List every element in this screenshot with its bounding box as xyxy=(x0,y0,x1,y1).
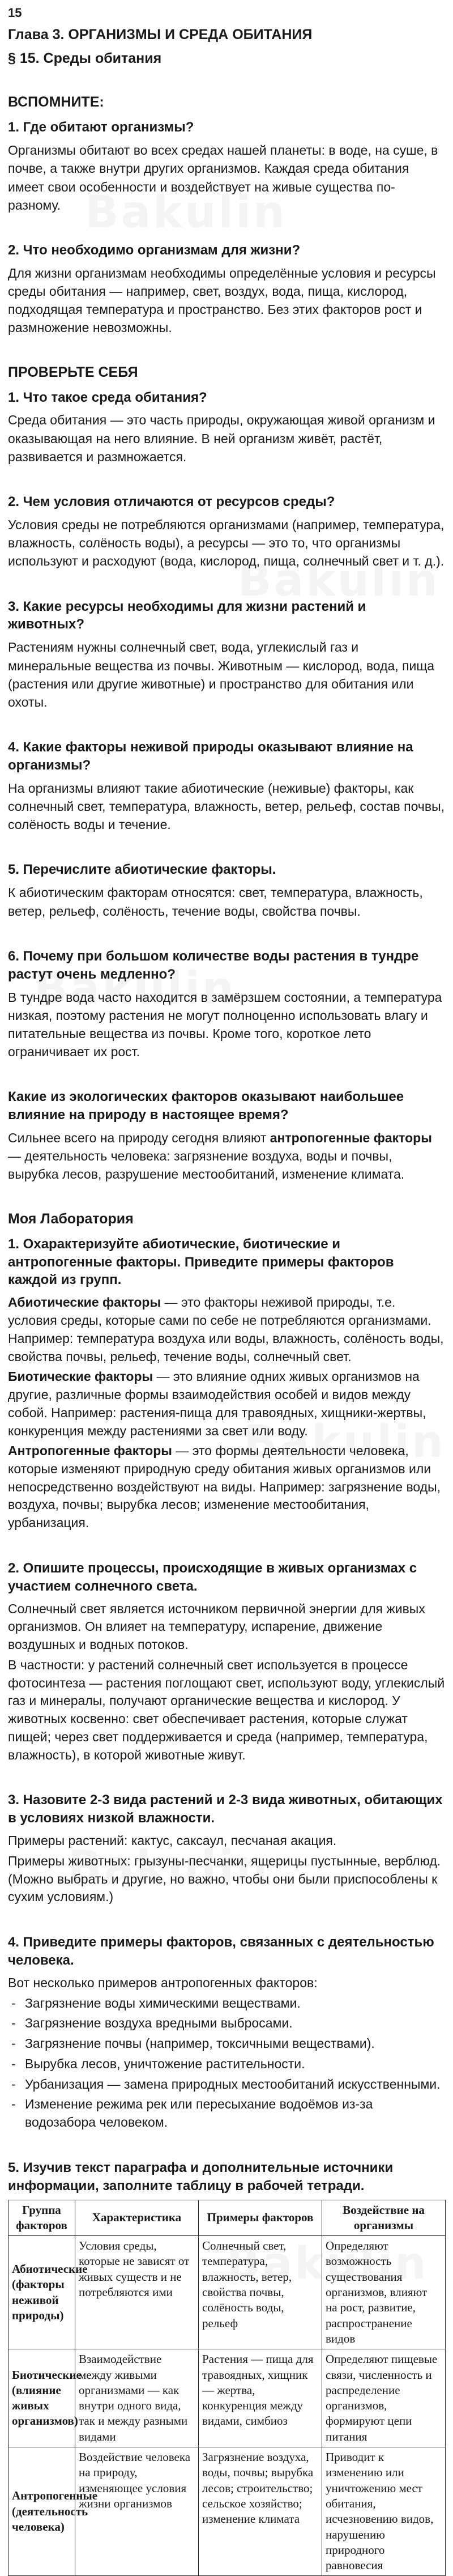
check-heading: ПРОВЕРЬТЕ СЕБЯ xyxy=(8,364,138,380)
question: Какие из экологических факторов оказывают наибольшее влияние на природу в настоящее время? xyxy=(8,1089,404,1123)
list-item: - Загрязнение воздуха вредными выбросами. xyxy=(8,2014,445,2033)
factor-text: — это формы деятельности человека, которые изменяют природную среду обитания живых организмов или непосредственно воздействуют на виды. Например: загрязнение воды, воздуха, почвы; вырубка лесов; изменение местообитания, урбанизация. xyxy=(8,1443,441,1531)
question: 6. Почему при большом количестве воды растения в тундре растут очень медленно? xyxy=(8,948,419,982)
answer: Условия среды не потребляются организмами (например, температура, влажность, солёность воды), а ресурсы — это то, что организмы используют и расходуют (вода, кислород, пища, солнечный свет и т. д.). xyxy=(8,517,445,569)
table-cell: Антропогенные (деятельность человека) xyxy=(8,2447,75,2576)
question: 1. Где обитают организмы? xyxy=(8,120,194,135)
task-answer xyxy=(8,1832,445,1906)
chapter-title: Глава 3. ОРГАНИЗМЫ И СРЕДА ОБИТАНИЯ xyxy=(8,27,313,42)
table-row xyxy=(8,2349,446,2447)
paragraph-title: § 15. Среды обитания xyxy=(8,50,162,67)
table-cell: Биотические (влияние живых организмов) xyxy=(8,2349,75,2447)
table-cell: Абиотические (факторы неживой природы) xyxy=(8,2236,75,2349)
answer-paragraph: В частности: у растений солнечный свет используется в процессе фотосинтеза — растения поглощают свет, используют воду, углекислый газ и минералы, получают органические вещества и кислород. У животных косвенно: свет обеспечивает растения, которые служат пищей; через свет поддерживается и среда (например, температура, влажность), в которой животные живут. xyxy=(8,1657,445,1762)
task-question: 3. Назовите 2-3 вида растений и 2-3 вида животных, обитающих в условиях низкой влажности. xyxy=(8,1792,443,1826)
list-item: - Изменение режима рек или пересыхание водоёмов из-за водозабора человеком. xyxy=(8,2095,445,2131)
answer-paragraph: Примеры растений: кактус, саксаул, песчаная акация. xyxy=(8,1833,337,1848)
answer: К абиотическим факторам относятся: свет, температура, влажность, ветер, рельеф, солёность, течение воды, свойства почвы. xyxy=(8,885,423,919)
table-row xyxy=(8,2447,446,2576)
task-answer xyxy=(8,1294,445,1532)
answer xyxy=(8,1129,445,1184)
page-number: 15 xyxy=(8,6,22,20)
question: 3. Какие ресурсы необходимы для жизни растений и животных? xyxy=(8,598,366,632)
examples-list xyxy=(8,1995,445,2132)
table-cell: Условия среды, которые не зависят от живых существ и не потребляются ими xyxy=(75,2236,199,2349)
table-row xyxy=(8,2236,446,2349)
answer: На организмы влияют такие абиотические (неживые) факторы, как солнечный свет, температура, влажность, ветер, рельеф, состав почвы, солёность воды и течение. xyxy=(8,780,445,832)
column-header: Воздействие на организмы xyxy=(322,2200,446,2236)
task-question: 2. Опишите процессы, происходящие в живых организмах с участием солнечного света. xyxy=(8,1560,417,1594)
question: 1. Что такое среда обитания? xyxy=(8,389,207,405)
answer-text: Сильнее всего на природу сегодня влияют xyxy=(8,1130,270,1146)
factor-definition xyxy=(8,1294,445,1366)
table-header-row xyxy=(8,2200,446,2236)
question: 5. Перечислите абиотические факторы. xyxy=(8,862,276,878)
answer-highlight: антропогенные факторы xyxy=(270,1130,432,1146)
factors-table xyxy=(8,2200,446,2576)
column-header: Характеристика xyxy=(75,2200,199,2236)
table-cell: Загрязнение воздуха, воды, почвы; вырубка лесов; строительство; сельское хозяйство; изменение климата xyxy=(199,2447,322,2576)
task-question: 1. Охарактеризуйте абиотические, биотические и антропогенные факторы. Приведите примеры факторов каждой из групп. xyxy=(8,1236,394,1288)
answer: Для жизни организмам необходимы определённые условия и ресурсы среды обитания — например, свет, воздух, вода, пища, кислород, подходящая температура и пространство. Без этих факторов рост и размножение невозможны. xyxy=(8,265,436,335)
factor-text: — это влияние одних живых организмов на другие, различные формы взаимодействия особей и видов между собой. Например: растения-пища для травоядных, хищники-жертвы, конкуренция между растениями за свет или воду. xyxy=(8,1369,426,1438)
answer: Организмы обитают во всех средах нашей планеты: в воде, на суше, в почве, а также внутри других организмов. Каждая среда обитания имеет свои особенности и воздействует на живые существа по-разному. xyxy=(8,143,438,212)
factor-text: — это факторы неживой природы, т.е. условия среды, которые сами по себе не потребляются организмами. Например: температура воздуха или воды, влажность, солёность воды, свойства почвы, рельеф, течение воды, солнечный свет. xyxy=(8,1295,444,1364)
answer: Среда обитания — это часть природы, окружающая живой организм и оказывающая на него влияние. В ней организм живёт, растёт, развивается и размножается. xyxy=(8,413,435,464)
column-header: Примеры факторов xyxy=(199,2200,322,2236)
table-cell: Растения — пища для травоядных, хищник — жертва, конкуренция между видами, симбиоз xyxy=(199,2349,322,2447)
list-item: - Урбанизация — замена природных местообитаний искусственными. xyxy=(8,2076,445,2094)
factor-term: Антропогенные факторы xyxy=(8,1443,172,1459)
question: 2. Чем условия отличаются от ресурсов среды? xyxy=(8,494,335,510)
table-cell: Определяют возможность существования организмов, влияют на рост, развитие, распространение видов xyxy=(322,2236,446,2349)
answer-paragraph: Примеры животных: грызуны-песчанки, ящерицы пустынные, верблюд. (Можно выбрать и другие, но важно, чтобы они были приспособлены к сухим условиям.) xyxy=(8,1853,441,1905)
task-question: 5. Изучив текст параграфа и дополнительные источники информации, заполните таблицу в рабочей тетради. xyxy=(8,2160,394,2194)
answer-paragraph: Вот несколько примеров антропогенных факторов: xyxy=(8,1975,318,1990)
question: 4. Какие факторы неживой природы оказывают влияние на организмы? xyxy=(8,739,413,773)
question: 2. Что необходимо организмам для жизни? xyxy=(8,242,301,258)
table-cell: Приводит к изменению или уничтожению мест обитания, исчезновению видов, нарушению природного равновесия xyxy=(322,2447,446,2576)
lab-heading: Моя Лаборатория xyxy=(8,1210,134,1227)
factor-term: Биотические факторы xyxy=(8,1369,153,1384)
answer: Растениям нужны солнечный свет, вода, углекислый газ и минеральные вещества из почвы. Животным — кислород, вода, пища (растения или другие животные) и пространство для обитания или охоты. xyxy=(8,640,435,709)
list-item: - Загрязнение почвы (например, токсичными веществами). xyxy=(8,2035,445,2053)
table-cell: Определяют пищевые связи, численность и распределение организмов, формируют цепи питания xyxy=(322,2349,446,2447)
column-header: Группа факторов xyxy=(8,2200,75,2236)
list-item: - Загрязнение воды химическими веществами. xyxy=(8,1995,445,2013)
answer-text: — деятельность человека: загрязнение воздуха, воды и почвы, вырубка лесов, разрушение местообитаний, изменение климата. xyxy=(8,1149,405,1182)
remember-heading: ВСПОМНИТЕ: xyxy=(8,94,104,110)
table-cell: Воздействие человека на природу, изменяющее условия жизни организмов xyxy=(75,2447,199,2576)
table-cell: Взаимодействие между живыми организмами — как внутри одного вида, так и между разными видами xyxy=(75,2349,199,2447)
task-answer xyxy=(8,1600,445,1765)
list-item: - Вырубка лесов, уничтожение растительности. xyxy=(8,2055,445,2073)
factor-term: Абиотические факторы xyxy=(8,1295,161,1310)
answer-paragraph: Солнечный свет является источником первичной энергии для живых организмов. Он влияет на температуру, испарение, движение воздушных и водных потоков. xyxy=(8,1601,425,1652)
answer: В тундре вода часто находится в замёрзшем состоянии, а температура низкая, поэтому растения не могут полноценно использовать влагу и питательные вещества из почвы. Кроме того, короткое лето ограничивает их рост. xyxy=(8,989,442,1060)
factor-definition xyxy=(8,1442,445,1532)
factor-definition xyxy=(8,1368,445,1440)
task-question: 4. Приведите примеры факторов, связанных с деятельностью человека. xyxy=(8,1935,434,1968)
table-cell: Солнечный свет, температура, влажность, ветер, свойства почвы, солёность воды, рельеф xyxy=(199,2236,322,2349)
